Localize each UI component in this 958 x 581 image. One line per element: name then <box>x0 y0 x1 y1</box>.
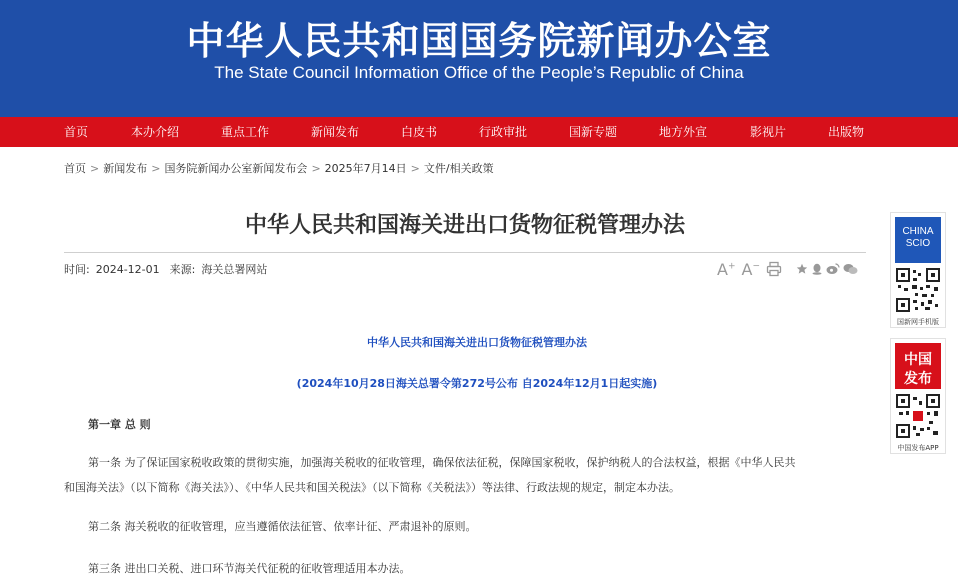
nav-item-white-paper[interactable]: 白皮书 <box>401 125 438 139</box>
nav-item-films[interactable]: 影视片 <box>750 125 787 139</box>
font-larger-icon[interactable]: A+ <box>717 259 736 279</box>
qq-icon[interactable] <box>811 263 823 275</box>
print-icon[interactable] <box>766 261 782 277</box>
nav-item-about[interactable]: 本办介绍 <box>131 125 180 139</box>
breadcrumb-separator: > <box>90 162 100 175</box>
article-title: 中华人民共和国海关进出口货物征税管理办法 <box>244 213 685 238</box>
article-tools <box>711 259 858 279</box>
breadcrumb <box>64 160 494 176</box>
china-fabu-logo-line2: 发布 <box>904 371 932 387</box>
article-info <box>64 261 267 277</box>
china-fabu-caption: 中国发布APP <box>897 444 939 452</box>
breadcrumb-home[interactable]: 首页 <box>64 162 86 175</box>
breadcrumb-date[interactable]: 2025年7月14日 <box>324 162 407 175</box>
article-paragraph-2: 第二条 海关税收的征收管理，应当遵循依法征管、依率计征、严肃退补的原则。 <box>88 520 477 533</box>
doc-title: 中华人民共和国海关进出口货物征税管理办法 <box>367 336 587 349</box>
main-nav <box>0 117 958 147</box>
breadcrumb-press-conference[interactable]: 国务院新闻办公室新闻发布会 <box>164 162 308 175</box>
china-scio-logo-line2: SCIO <box>905 238 931 249</box>
article-meta <box>64 252 866 284</box>
china-fabu-logo <box>895 343 941 389</box>
china-fabu-app-panel[interactable] <box>890 338 946 454</box>
breadcrumb-separator: > <box>311 162 321 175</box>
doc-subtitle: (2024年10月28日海关总署令第272号公布 自2024年12月1日起实施) <box>296 377 658 390</box>
china-scio-caption: 国新网手机版 <box>897 318 939 326</box>
site-header <box>0 0 958 117</box>
china-fabu-logo-line1: 中国 <box>904 352 932 368</box>
time-label: 时间: <box>64 263 90 276</box>
wechat-icon[interactable] <box>843 263 858 275</box>
article-1-line-2: 和国海关法》（以下简称《海关法》）、《中华人民共和国关税法》（以下简称《关税法》）等法律、行政法规的规定，制定本办法。 <box>64 481 680 494</box>
article-paragraph-1 <box>64 450 874 500</box>
weibo-icon[interactable] <box>826 263 840 275</box>
time-value: 2024-12-01 <box>95 263 160 276</box>
nav-item-key-work[interactable]: 重点工作 <box>221 125 270 139</box>
china-scio-logo <box>895 217 941 263</box>
china-scio-logo-line1: CHINA <box>902 226 934 237</box>
qr-code-icon <box>895 393 941 439</box>
site-title-en[interactable]: The State Council Information Office of the People’s Republic of China <box>214 63 744 82</box>
source-label: 来源: <box>169 263 196 276</box>
font-smaller-glyph: A <box>741 259 753 279</box>
article-1-line-1: 第一条 为了保证国家税收政策的贯彻实施，加强海关税收的征收管理，确保依法征税，保障国家税收，保护纳税人的合法权益，根据《中华人民共 <box>88 456 796 469</box>
chapter-heading: 第一章 总 则 <box>88 418 151 431</box>
nav-item-news-release[interactable]: 新闻发布 <box>311 125 360 139</box>
site-title-cn[interactable]: 中华人民共和国国务院新闻办公室 <box>186 19 772 63</box>
font-smaller-icon[interactable]: A− <box>741 259 760 279</box>
china-scio-mobile-panel[interactable] <box>890 212 946 328</box>
breadcrumb-documents[interactable]: 文件/相关政策 <box>423 162 494 175</box>
source-value: 海关总署网站 <box>201 263 268 276</box>
breadcrumb-separator: > <box>410 162 420 175</box>
nav-item-admin-approval[interactable]: 行政审批 <box>479 125 528 139</box>
breadcrumb-separator: > <box>151 162 161 175</box>
breadcrumb-news-release[interactable]: 新闻发布 <box>103 162 148 175</box>
nav-item-special-topics[interactable]: 国新专题 <box>569 125 618 139</box>
nav-item-publications[interactable]: 出版物 <box>828 125 865 139</box>
qr-code-icon <box>895 267 941 313</box>
nav-item-home[interactable]: 首页 <box>64 125 89 139</box>
star-icon[interactable] <box>796 263 808 275</box>
nav-item-local-publicity[interactable]: 地方外宣 <box>659 125 708 139</box>
font-larger-glyph: A <box>717 259 728 279</box>
article-paragraph-3: 第三条 进出口关税、进口环节海关代征税的征收管理适用本办法。 <box>88 562 411 575</box>
